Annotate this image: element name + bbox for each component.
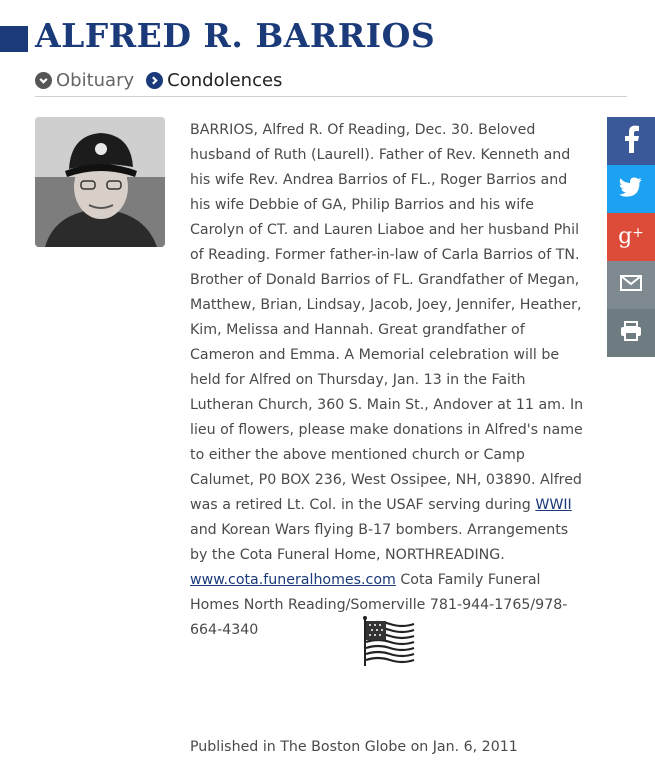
page-title: ALFRED R. BARRIOS xyxy=(35,16,436,55)
american-flag-icon xyxy=(362,616,416,666)
chevron-right-icon xyxy=(146,72,163,89)
tab-condolences[interactable] xyxy=(146,70,282,91)
obituary-text xyxy=(190,118,590,643)
obituary-photo xyxy=(35,117,165,247)
obituary-text-part2: and Korean Wars flying B-17 bombers. Arrangements by the Cota Funeral Home, NORTHREADING. xyxy=(190,522,569,563)
chevron-down-icon xyxy=(35,72,52,89)
tab-condolences-label: Condolences xyxy=(167,70,283,91)
share-email-button[interactable] xyxy=(607,261,655,309)
tab-obituary[interactable] xyxy=(35,70,134,91)
google-plus-icon: g+ xyxy=(618,224,644,249)
share-twitter-button[interactable] xyxy=(607,165,655,213)
funeral-home-link[interactable]: www.cota.funeralhomes.com xyxy=(190,572,396,588)
share-print-button[interactable] xyxy=(607,309,655,357)
published-note: Published in The Boston Globe on Jan. 6, 2011 xyxy=(190,739,518,755)
facebook-icon xyxy=(622,125,640,157)
share-facebook-button[interactable] xyxy=(607,117,655,165)
wwii-link[interactable]: WWII xyxy=(535,497,572,513)
obituary-text-part1: BARRIOS, Alfred R. Of Reading, Dec. 30. Beloved husband of Ruth (Laurell). Father of Rev. Kenneth and his wife Rev. Andrea Barrios of FL., Roger Barrios and his wife Debbie of GA, Philip Barrios and his wife Carolyn of CT. and Lauren Liaboe and her husband Phil of Reading. Former father-in-law of Carla Barrios of TN. Brother of Donald Barrios of FL. Grandfather of Megan, Matthew, Brian, Lindsay, Jacob, Joey, Jennifer, Heather, Kim, Melissa and Hannah. Great grandfather of Cameron and Emma. A Memorial celebration will be held for Alfred on Thursday, Jan. 13 in the Faith Lutheran Church, 360 S. Main St., Andover at 11 am. In lieu of flowers, please make donations in Alfred's name to either the above mentioned church or Camp Calumet, P0 BOX 236, West Ossipee, NH, 03890. Alfred was a retired Lt. Col. in the USAF serving during xyxy=(190,122,584,513)
twitter-icon xyxy=(619,177,643,201)
obituary-text-part3: Cota Family Funeral Homes North Reading/Somerville 781-944-1765/978-664-4340 xyxy=(190,572,568,638)
share-bar xyxy=(607,117,655,357)
tab-obituary-label: Obituary xyxy=(56,70,135,91)
share-google-plus-button[interactable] xyxy=(607,213,655,261)
mail-icon xyxy=(620,275,642,295)
print-icon xyxy=(620,321,642,345)
header-divider xyxy=(35,96,627,97)
obituary-tabs xyxy=(35,70,294,91)
title-accent-bar xyxy=(0,26,28,52)
